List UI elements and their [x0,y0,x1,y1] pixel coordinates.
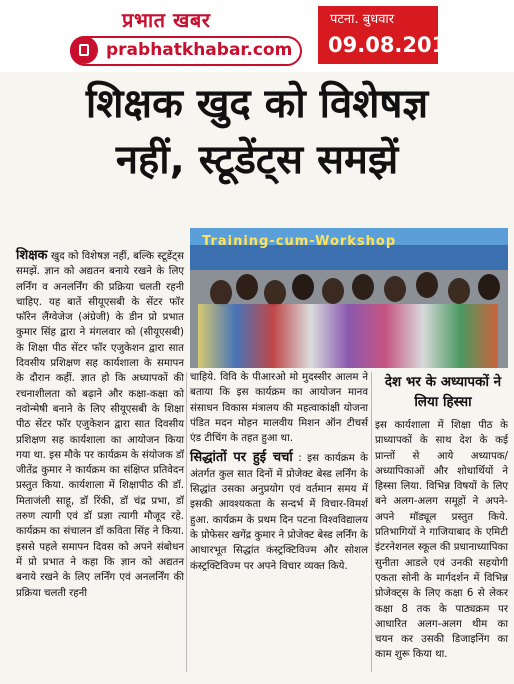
newspaper-icon [70,36,98,64]
headline [0,76,514,188]
column-2-body: : इस कार्यक्रम के अंतर्गत कुल सात दिनों में प्रोजेक्ट बेस्ड लर्निंग के सिद्धांत उसका अनुप्रयोग एवं वर्तमान समय में इसकी आवश्यकता के सन्दर्भ में विचार-विमर्श हुआ. कार्यक्रम के प्रथम दिन पटना विश्वविद्यालय के प्रोफेसर खगेंद्र कुमार ने प्रोजेक्ट बेस्ड लर्निंग के आधारभूत सिद्धांत कंस्ट्रक्टिविज्म और सोशल कंस्ट्रक्टिविज्म पर अपने विचार व्यक्त किये. [190,453,368,572]
city-day: पटना. बुधवार [330,12,395,27]
workshop-photo [190,228,508,368]
article-column-1 [16,248,184,601]
photo-banner-text: Training-cum-Workshop [202,234,397,249]
subheading-principles: सिद्धांतों पर हुई चर्चा [190,450,293,466]
article-column-3: इस कार्यशाला में शिक्षा पीठ के प्राध्यापकों के साथ देश के कई प्रान्तों से आये अध्यापक/अध्यापिकाओं और शोधार्थियों ने हिस्सा लिया. विभिन्न विषयों के लिए बने अलग-अलग समूहों ने अपने-अपने मॉड्यूल प्रस्तुत किये. प्रतिभागियों ने गाजियाबाद के एमिटी इंटरनेशनल स्कूल की प्रधानाध्यापिका सुनीता आडले एवं उनकी सहयोगी एकता सोनी के मार्गदर्शन में विभिन्न प्रोजेक्ट्स के लिए कक्षा 6 से लेकर कक्षा 8 तक के पाठ्यक्रम पर आधारित अलग-अलग थीम का चयन कर उसकी डिजाइनिंग का काम शुरू किया था. [375,420,508,661]
column-2-intro: चाहिये. विवि के पीआरओ मो मुदस्सीर आलम ने बताया कि इस कार्यक्रम का आयोजन मानव संसाधन विकास मंत्रालय की महत्वाकांक्षी योजना पंडित मदन मोहन मालवीय मिशन ऑन टीचर्स एंड टीचिंग के तहत हुआ था. [190,372,368,445]
website-badge [70,36,302,66]
dateline-box [318,6,461,64]
article-column-2 [190,370,368,574]
headline-line-2: नहीं, स्टूडेंट्स समझें [115,137,399,183]
brand-logo: प्रभात खबर [122,8,211,32]
side-heading: देश भर के अध्यापकों ने लिया हिस्सा [384,374,502,410]
masthead [0,0,514,72]
lead-word: शिक्षक [16,248,48,263]
column-1-text: खुद को विशेषज्ञ नहीं, बल्कि स्टूडेंट्स समझें. ज्ञान को अद्यतन बनाये रखने के लिए लर्निंग व अनलर्निंग की प्रक्रिया चलती रहनी चाहिए. यह बातें सीयूएसबी के सेंटर फॉर फॉरेन लैंग्वेजेज (अंग्रेजी) के डीन प्रो प्रभात कुमार सिंह द्वारा ने मंगलवार को (सीयूएसबी) के शिक्षा पीठ सेंटर फॉर एजुकेशन द्वारा सात दिवसीय प्रशिक्षण सह कार्यशाला के समापन के दौरान कहीं. ज्ञात हो कि अध्यापकों की रचनाशीलता को बढ़ाने और कक्षा-कक्षा को नवोन्मेषी बनाने के लिए सीयूएसबी के शिक्षा पीठ सेंटर फॉर एजुकेशन द्वारा सात दिवसीय प्रशिक्षण सह कार्यशाला का आयोजन किया गया था. इस मौके पर कार्यक्रम के संयोजक डॉ जीतेंद्र कुमार ने कार्यक्रम का संक्षिप्त प्रतिवेदन प्रस्तुत किया. कार्यशाला में शिक्षापीठ की डॉ. मिताजंली साहू, डॉ रिंकी, डॉ चंद्र प्रभा, डॉ तरुण त्यागी एवं डॉ प्रज्ञा त्यागी मौजूद रहे. कार्यक्रम का संचालन डॉ कविता सिंह ने किया. इससे पहले समापन दिवस को अपने संबोधन में प्रो प्रभात ने कहा कि ज्ञान को अद्यतन बनाये रखने के लिए लर्निंग एवं अनलर्निंग की प्रक्रिया चलती रहनी [16,251,184,599]
headline-line-1: शिक्षक खुद को विशेषज्ञ [85,81,429,127]
publication-date: 09.08.2017 [328,33,461,57]
website-url: prabhatkhabar.com [106,40,293,60]
